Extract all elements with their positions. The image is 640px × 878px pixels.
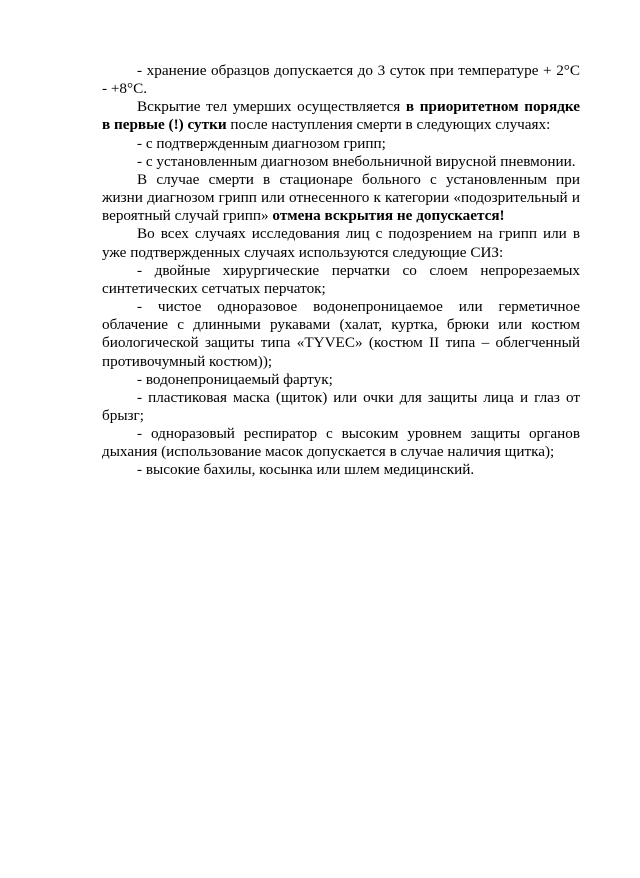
paragraph-apron (102, 371, 580, 389)
text-segment: - с подтвержденным диагнозом грипп; (137, 134, 386, 152)
text-segment: В случае смерти в стационаре больного с установленным при жизни диагнозом грипп или отнесенного к категории «подозрительный и вероятный случай грипп» (102, 170, 580, 225)
text-segment: - пластиковая маска (щиток) или очки для защиты лица и глаз от брызг; (102, 388, 580, 424)
text-segment: - чистое одноразовое водонепроницаемое или герметичное облачение с длинными рукавами (халат, куртка, брюки или костюм биологической защиты типа «TYVEC» (костюм II типа – облегченный противочумный костюм)); (102, 298, 580, 370)
text-segment: - высокие бахилы, косынка или шлем медицинский. (137, 461, 475, 479)
paragraph-face-shield (102, 389, 580, 425)
text-segment: - хранение образцов допускается до 3 суток при температуре + 2°С - +8°С. (102, 62, 580, 98)
paragraph-gloves (102, 262, 580, 298)
paragraph-pneumonia (102, 153, 580, 171)
paragraph-respirator (102, 425, 580, 461)
text-segment: - двойные хирургические перчатки со слоем непрорезаемых синтетических сетчатых перчаток; (102, 261, 580, 297)
text-segment: после наступления смерти в следующих случаях: (226, 116, 551, 134)
text-segment: - с установленным диагнозом внебольничной вирусной пневмонии. (137, 152, 576, 170)
paragraph-shoe-covers (102, 461, 580, 479)
text-segment: - одноразовый респиратор с высоким уровнем защиты органов дыхания (использование масок допускается в случае наличия щитка); (102, 425, 580, 461)
bold-text-segment: отмена вскрытия не допускается! (272, 207, 505, 225)
paragraph-hospital-death (102, 171, 580, 225)
document-body (102, 62, 580, 480)
text-segment: Вскрытие тел умерших осуществляется (137, 98, 406, 116)
paragraph-sample-storage (102, 62, 580, 98)
paragraph-autopsy-priority (102, 98, 580, 134)
text-segment: - водонепроницаемый фартук; (137, 370, 333, 388)
text-segment: Во всех случаях исследования лиц с подозрением на грипп или в уже подтвержденных случаях используются следующие СИЗ: (102, 225, 580, 261)
paragraph-confirmed-flu (102, 135, 580, 153)
paragraph-suit (102, 298, 580, 371)
paragraph-ppe-intro (102, 225, 580, 261)
bold-text-segment: в приоритетном порядке в первые (!) сутки (102, 98, 580, 134)
